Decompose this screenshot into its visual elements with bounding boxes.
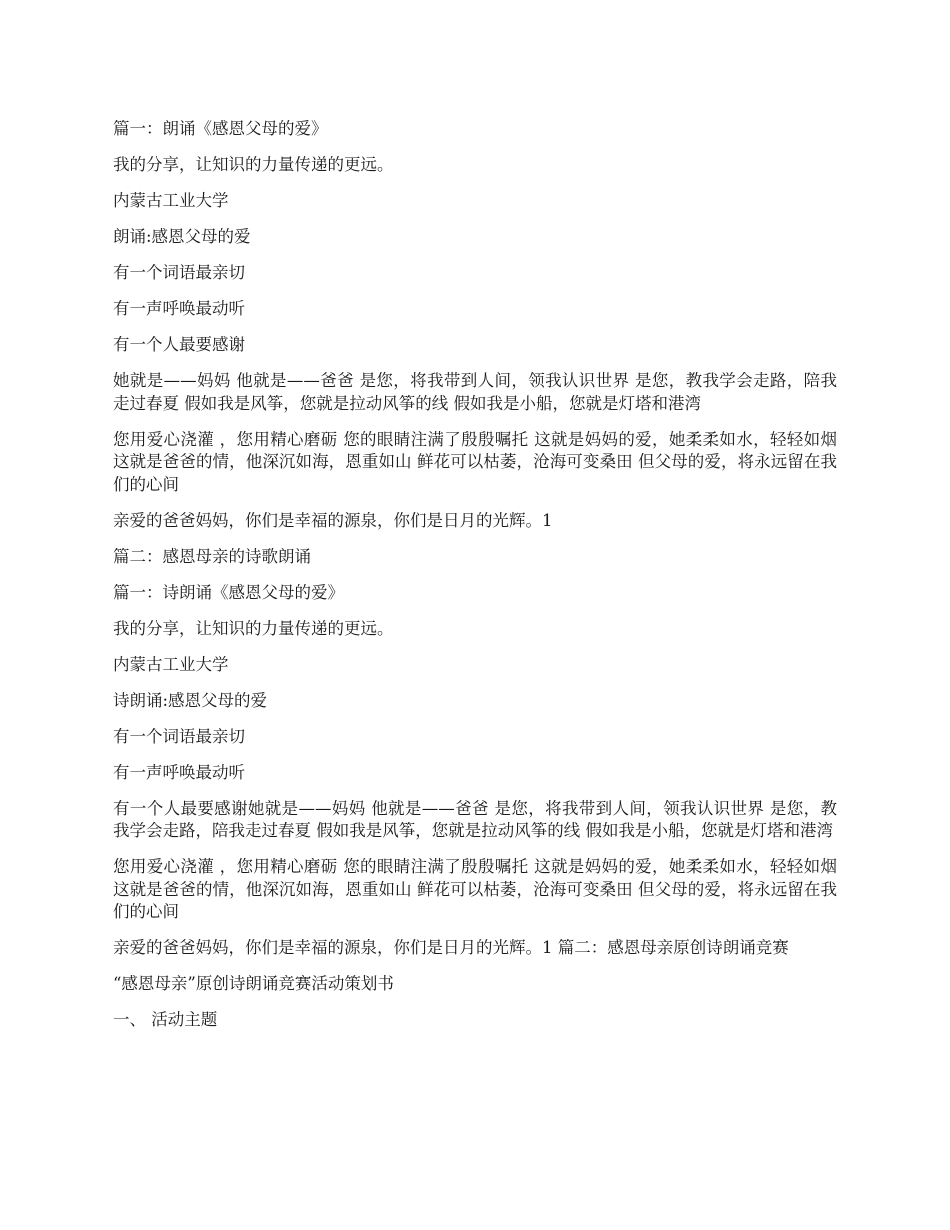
recitation-title: 诗朗诵:感恩父母的爱 [113,690,268,710]
share-line: 我的分享，让知识的力量传递的更远。 [113,155,394,174]
poem-closing-line: 亲爱的爸爸妈妈，你们是幸福的源泉，你们是日月的光辉。1 篇二：感恩母亲原创诗朗诵竞赛 [113,938,789,957]
poem-paragraph: 您用爱心浇灌 ，您用精心磨砺 您的眼睛注满了殷殷嘱托 这就是妈妈的爱，她柔柔如水，轻轻如烟 这就是爸爸的情，他深沉如海，恩重如山 鲜花可以枯萎，沧海可变桑田 但父母的爱，将永远留在我们的心间 [113,857,837,921]
university-name: 内蒙古工业大学 [113,654,229,674]
recitation-title: 朗诵:感恩父母的爱 [113,227,251,246]
section-heading-2: 篇二：感恩母亲的诗歌朗诵 [113,546,311,566]
sub-section-heading: 篇一：诗朗诵《感恩父母的爱》 [113,582,344,602]
poem-closing-line: 亲爱的爸爸妈妈，你们是幸福的源泉，你们是日月的光辉。1 [113,510,553,530]
poem-line: 有一声呼唤最动听 [113,762,245,782]
poem-line: 有一个词语最亲切 [113,263,245,282]
poem-paragraph: 您用爱心浇灌 ，您用精心磨砺 您的眼睛注满了殷殷嘱托 这就是妈妈的爱，她柔柔如水，轻轻如烟 这就是爸爸的情，他深沉如海，恩重如山 鲜花可以枯萎，沧海可变桑田 但父母的爱，将永远留在我们的心间 [113,429,837,494]
poem-paragraph: 她就是——妈妈 他就是——爸爸 是您，将我带到人间，领我认识世界 是您，教我学会走路，陪我走过春夏 假如我是风筝，您就是拉动风筝的线 假如我是小船，您就是灯塔和港湾 [113,371,837,413]
poem-paragraph: 有一个人最要感谢她就是——妈妈 他就是——爸爸 是您，将我带到人间，领我认识世界 是您，教我学会走路，陪我走过春夏 假如我是风筝，您就是拉动风筝的线 假如我是小船，您就是灯塔和港湾 [113,798,837,840]
university-name: 内蒙古工业大学 [113,191,229,210]
poem-line: 有一声呼唤最动听 [113,299,245,318]
plan-title: “感恩母亲”原创诗朗诵竞赛活动策划书 [113,974,394,993]
poem-line: 有一个人最要感谢 [113,335,245,354]
plan-section-heading: 一、 活动主题 [113,1010,218,1029]
section-heading-1: 篇一：朗诵《感恩父母的爱》 [113,119,328,138]
document-page [113,118,837,1045]
poem-line: 有一个词语最亲切 [113,726,245,746]
share-line: 我的分享，让知识的力量传递的更远。 [113,618,394,638]
